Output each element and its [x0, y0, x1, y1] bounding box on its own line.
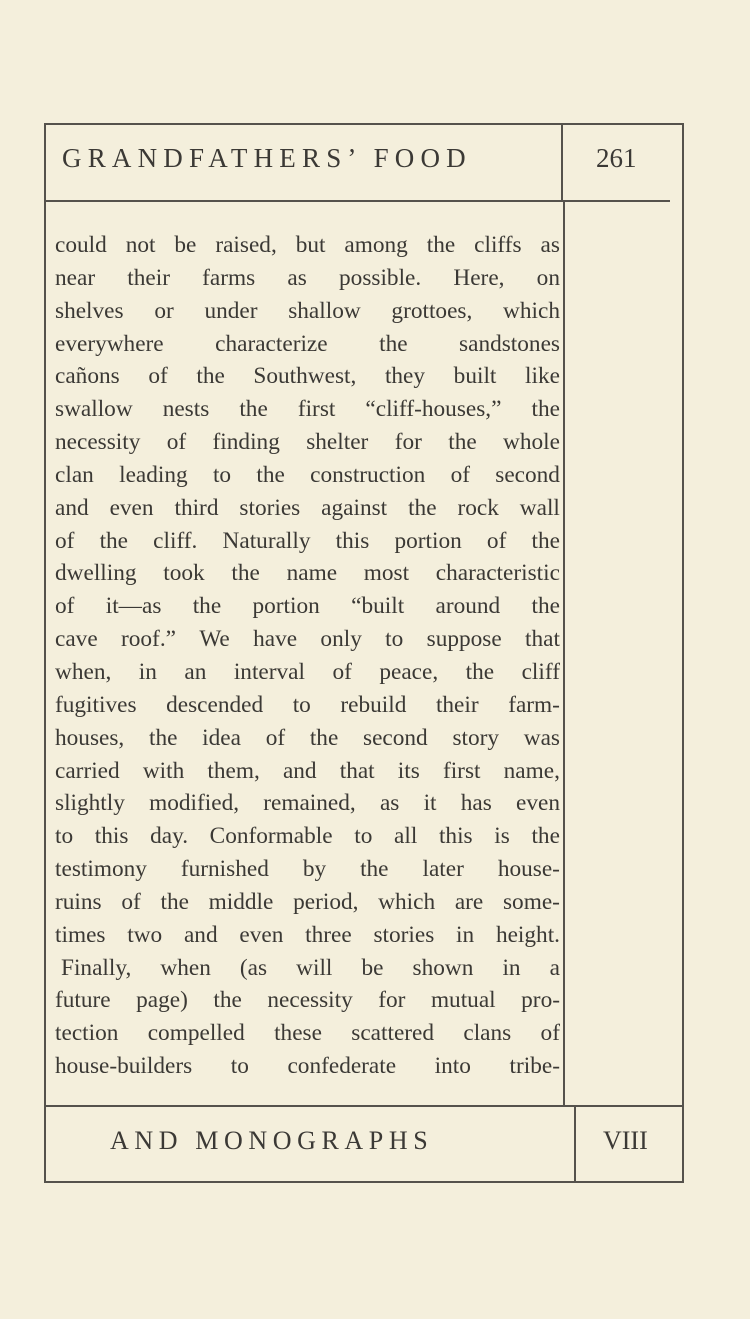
running-footer-title: AND MONOGRAPHS [110, 1126, 434, 1155]
text-line: slightly modified, remained, as it has even [55, 790, 560, 817]
margin-column-divider [563, 200, 565, 1106]
text-line: and even third stories against the rock wall [55, 494, 560, 521]
text-line: of it—as the portion “built around the [55, 593, 560, 620]
running-header-title: GRANDFATHERS’ FOOD [62, 143, 472, 173]
text-line: cañons of the Southwest, they built like [55, 363, 560, 390]
text-line: testimony furnished by the later house- [55, 856, 560, 883]
text-line: everywhere characterize the sandstones [55, 330, 560, 357]
text-line: times two and even three stories in height. [55, 921, 560, 948]
body-text [55, 229, 560, 1083]
text-line: shelves or under shallow grottoes, which [55, 297, 560, 324]
text-line: future page) the necessity for mutual pro- [55, 987, 560, 1014]
text-line: tection compelled these scattered clans of [55, 1020, 560, 1047]
text-line: carried with them, and that its first name, [55, 757, 560, 784]
text-line: when, in an interval of peace, the cliff [55, 658, 560, 685]
footer-divider [46, 1105, 682, 1107]
header-divider [46, 200, 670, 202]
text-line: fugitives descended to rebuild their farm- [55, 691, 560, 718]
text-line: necessity of finding shelter for the whole [55, 429, 560, 456]
text-line: of the cliff. Naturally this portion of the [55, 527, 560, 554]
page-number: 261 [596, 143, 637, 173]
text-line: swallow nests the first “cliff-houses,” the [55, 396, 560, 423]
text-line: cave roof.” We have only to suppose that [55, 626, 560, 653]
text-line: dwelling took the name most characteristic [55, 560, 560, 587]
text-line: near their farms as possible. Here, on [55, 264, 560, 291]
text-line: houses, the idea of the second story was [55, 724, 560, 751]
header-column-divider [561, 123, 563, 201]
text-line: ruins of the middle period, which are some- [55, 888, 560, 915]
footer-column-divider [574, 1105, 576, 1181]
text-line: house-builders to confederate into tribe- [55, 1053, 560, 1080]
text-line: to this day. Conformable to all this is the [55, 823, 560, 850]
text-line: could not be raised, but among the cliffs as [55, 232, 560, 258]
text-line: clan leading to the construction of second [55, 461, 560, 488]
volume-number: VIII [603, 1126, 648, 1155]
text-line: Finally, when (as will be shown in a [61, 954, 560, 981]
